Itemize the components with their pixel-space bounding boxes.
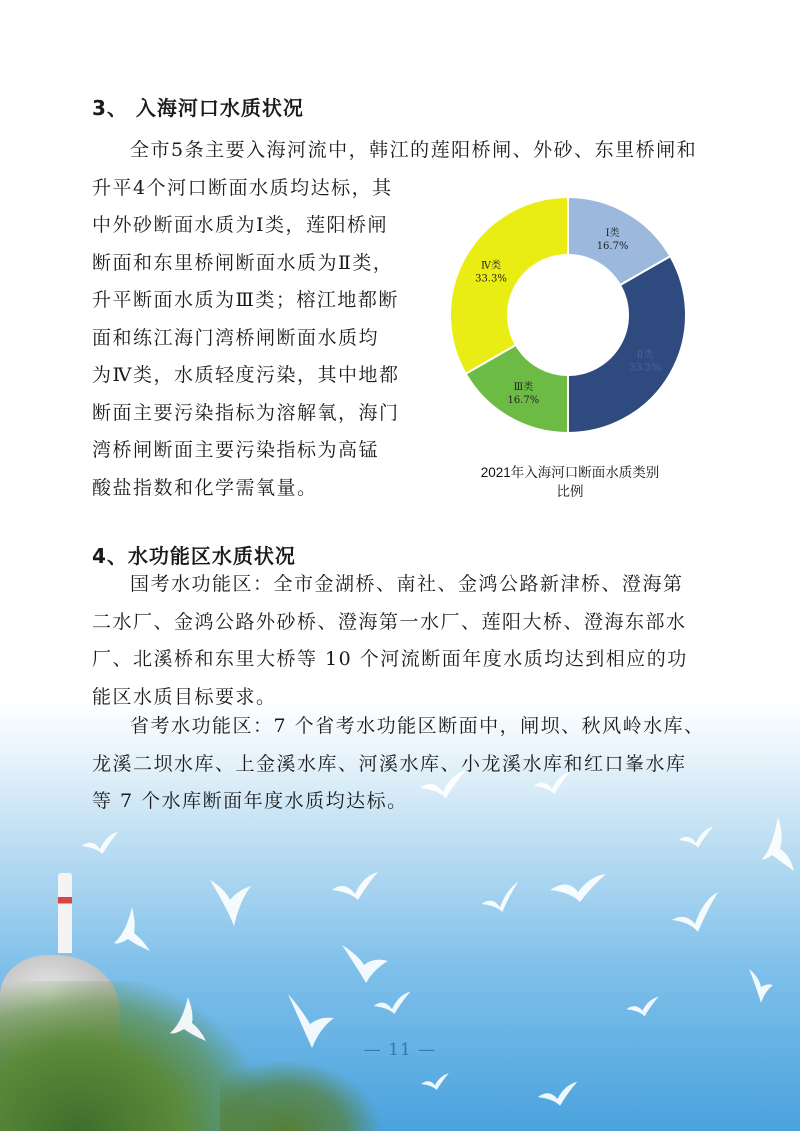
bird-decoration [372, 990, 412, 1030]
chart-title [440, 463, 700, 501]
slice-category-label: Ⅳ类 [480, 260, 501, 272]
slice-percent-label: 16.7% [507, 395, 540, 407]
slice-category-label: Ⅰ类 [605, 227, 620, 239]
section-4-paragraph-2 [92, 708, 705, 821]
bird-decoration [340, 935, 390, 985]
bird-decoration [760, 815, 796, 875]
paragraph-line: 龙溪二坝水库、上金溪水库、河溪水库、小龙溪水库和红口峯水库 [92, 752, 687, 775]
bird-decoration [676, 825, 716, 855]
bird-decoration [625, 995, 660, 1020]
section-4-heading: 4、水功能区水质状况 [92, 544, 296, 568]
paragraph-line: 能区水质目标要求。 [92, 685, 277, 708]
water-quality-donut-chart [440, 195, 700, 505]
paragraph-line: 等 7 个水库断面年度水质均达标。 [92, 790, 408, 812]
bird-decoration [670, 890, 720, 940]
bird-decoration [548, 870, 608, 910]
donut-chart-svg [440, 195, 700, 455]
paragraph-line: 断面主要污染指标为溶解氧，海门 [92, 401, 400, 424]
slice-percent-label: 33.3% [629, 362, 661, 374]
donut-slice-4 [450, 197, 568, 374]
paragraph-line: 升平断面水质为Ⅲ类；榕江地都断 [92, 289, 399, 311]
bird-decoration [745, 965, 775, 1005]
lighthouse-decoration [58, 873, 72, 953]
paragraph-line: 面和练江海门湾桥闸断面水质均 [92, 326, 380, 349]
chart-title-line: 2021年入海河口断面水质类别 [480, 465, 660, 480]
paragraph-line: 酸盐指数和化学需氧量。 [92, 476, 318, 499]
paragraph-line: 升平4个河口断面水质均达标，其 [92, 176, 393, 199]
paragraph-line: 二水厂、金鸿公路外砂桥、澄海第一水厂、莲阳大桥、澄海东部水 [92, 610, 687, 633]
paragraph-line: 国考水功能区：全市金湖桥、南社、金鸿公路新津桥、澄海第 [130, 573, 684, 595]
paragraph-line: 湾桥闸断面主要污染指标为高锰 [92, 439, 380, 461]
bird-decoration [208, 870, 253, 930]
paragraph-line: 断面和东里桥闸断面水质为Ⅱ类， [92, 251, 394, 274]
section-4-paragraph-1 [92, 566, 688, 716]
paragraph-line: 省考水功能区：7 个省考水功能区断面中，闸坝、秋风岭水库、 [130, 715, 705, 737]
bird-decoration [168, 995, 208, 1045]
bird-decoration [80, 830, 120, 870]
bird-decoration [330, 870, 380, 910]
paragraph-line: 全市5条主要入海河流中，韩江的莲阳桥闸、外砂、东里桥闸和 [130, 139, 698, 161]
bird-decoration [535, 1080, 580, 1110]
background-grass [220, 1061, 380, 1131]
donut-slice-2 [568, 256, 686, 433]
paragraph-line: 为Ⅳ类，水质轻度污染，其中地都 [92, 364, 400, 386]
page-number: — 11 — [363, 1040, 437, 1060]
bird-decoration [112, 905, 152, 955]
bird-decoration [480, 880, 520, 920]
slice-category-label: Ⅱ类 [636, 349, 654, 361]
bird-decoration [286, 990, 336, 1050]
bird-decoration [420, 1070, 450, 1095]
paragraph-line: 中外砂断面水质为Ⅰ类，莲阳桥闸 [92, 214, 389, 236]
section-3-heading: 3、 入海河口水质状况 [92, 96, 304, 120]
slice-percent-label: 16.7% [596, 240, 629, 252]
paragraph-line: 厂、北溪桥和东里大桥等 10 个河流断面年度水质均达到相应的功 [92, 648, 688, 670]
slice-category-label: Ⅲ类 [513, 382, 534, 394]
chart-title-line: 比例 [556, 484, 584, 499]
slice-percent-label: 33.3% [475, 273, 507, 285]
